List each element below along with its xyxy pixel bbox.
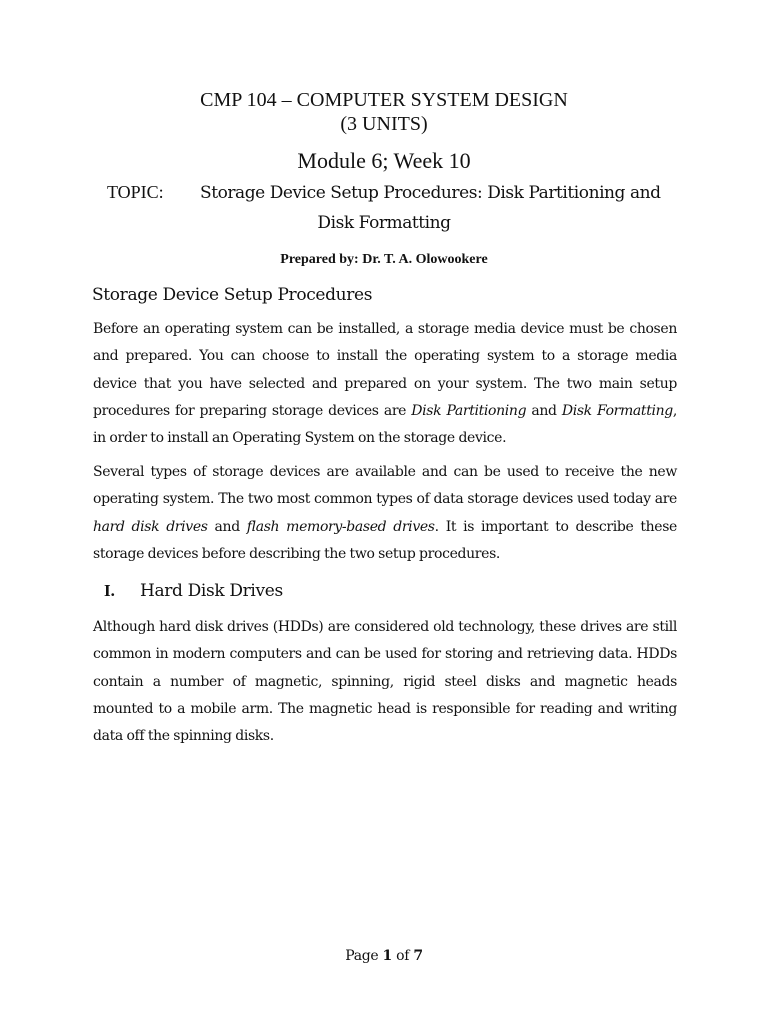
course-units: (3 UNITS) [340, 113, 428, 135]
paragraph-text: Several types of storage devices are available and can be used to receive the new operating system. The two most common types of data storage devices used today are [93, 464, 677, 508]
subsection-number: I. [104, 581, 115, 600]
term-flash-drives: flash memory-based drives [246, 518, 435, 535]
paragraph-text: , in order to install an Operating System on the storage device. [93, 402, 677, 447]
topic-label: TOPIC: [107, 182, 164, 202]
paragraph-setup-procedures [93, 316, 677, 452]
module-week: Module 6; Week 10 [297, 148, 471, 173]
term-hard-disk-drives: hard disk drives [93, 518, 208, 535]
topic-title-line-1: Storage Device Setup Procedures: Disk Partitioning and [200, 183, 661, 203]
paragraph-text: and [526, 402, 562, 419]
page-current: 1 [382, 948, 392, 964]
term-disk-partitioning: Disk Partitioning [411, 402, 527, 419]
page-total: 7 [413, 948, 423, 964]
prepared-by: Prepared by: Dr. T. A. Olowookere [280, 252, 488, 267]
paragraph-text: and [207, 518, 247, 535]
paragraph-text: . It is important to describe these storage devices before describing the two setup procedures. [93, 518, 677, 562]
paragraph-hdd: Although hard disk drives (HDDs) are considered old technology, these drives are still common in modern computers and can be used for storing and retrieving data. HDDs contain a number of magnetic, spinning, rigid steel disks and magnetic heads mounted to a mobile arm. The magnetic head is responsible for reading and writing data off the spinning disks. [93, 619, 677, 745]
term-disk-formatting: Disk Formatting [561, 402, 673, 419]
of-word: of [396, 948, 410, 964]
section-heading: Storage Device Setup Procedures [92, 285, 373, 305]
course-title: CMP 104 – COMPUTER SYSTEM DESIGN [200, 89, 568, 111]
topic-title-line-2: Disk Formatting [317, 213, 451, 233]
subsection-title: Hard Disk Drives [140, 581, 283, 601]
page-footer [0, 946, 768, 966]
paragraph-storage-types [93, 459, 677, 568]
page-word: Page [345, 948, 379, 964]
paragraph-text: Before an operating system can be installed, a storage media device must be chosen and prepared. You can choose to install the operating system to a storage media device that you have selected and prepared on your system. The two main setup procedures for preparing storage devices are [93, 321, 677, 419]
